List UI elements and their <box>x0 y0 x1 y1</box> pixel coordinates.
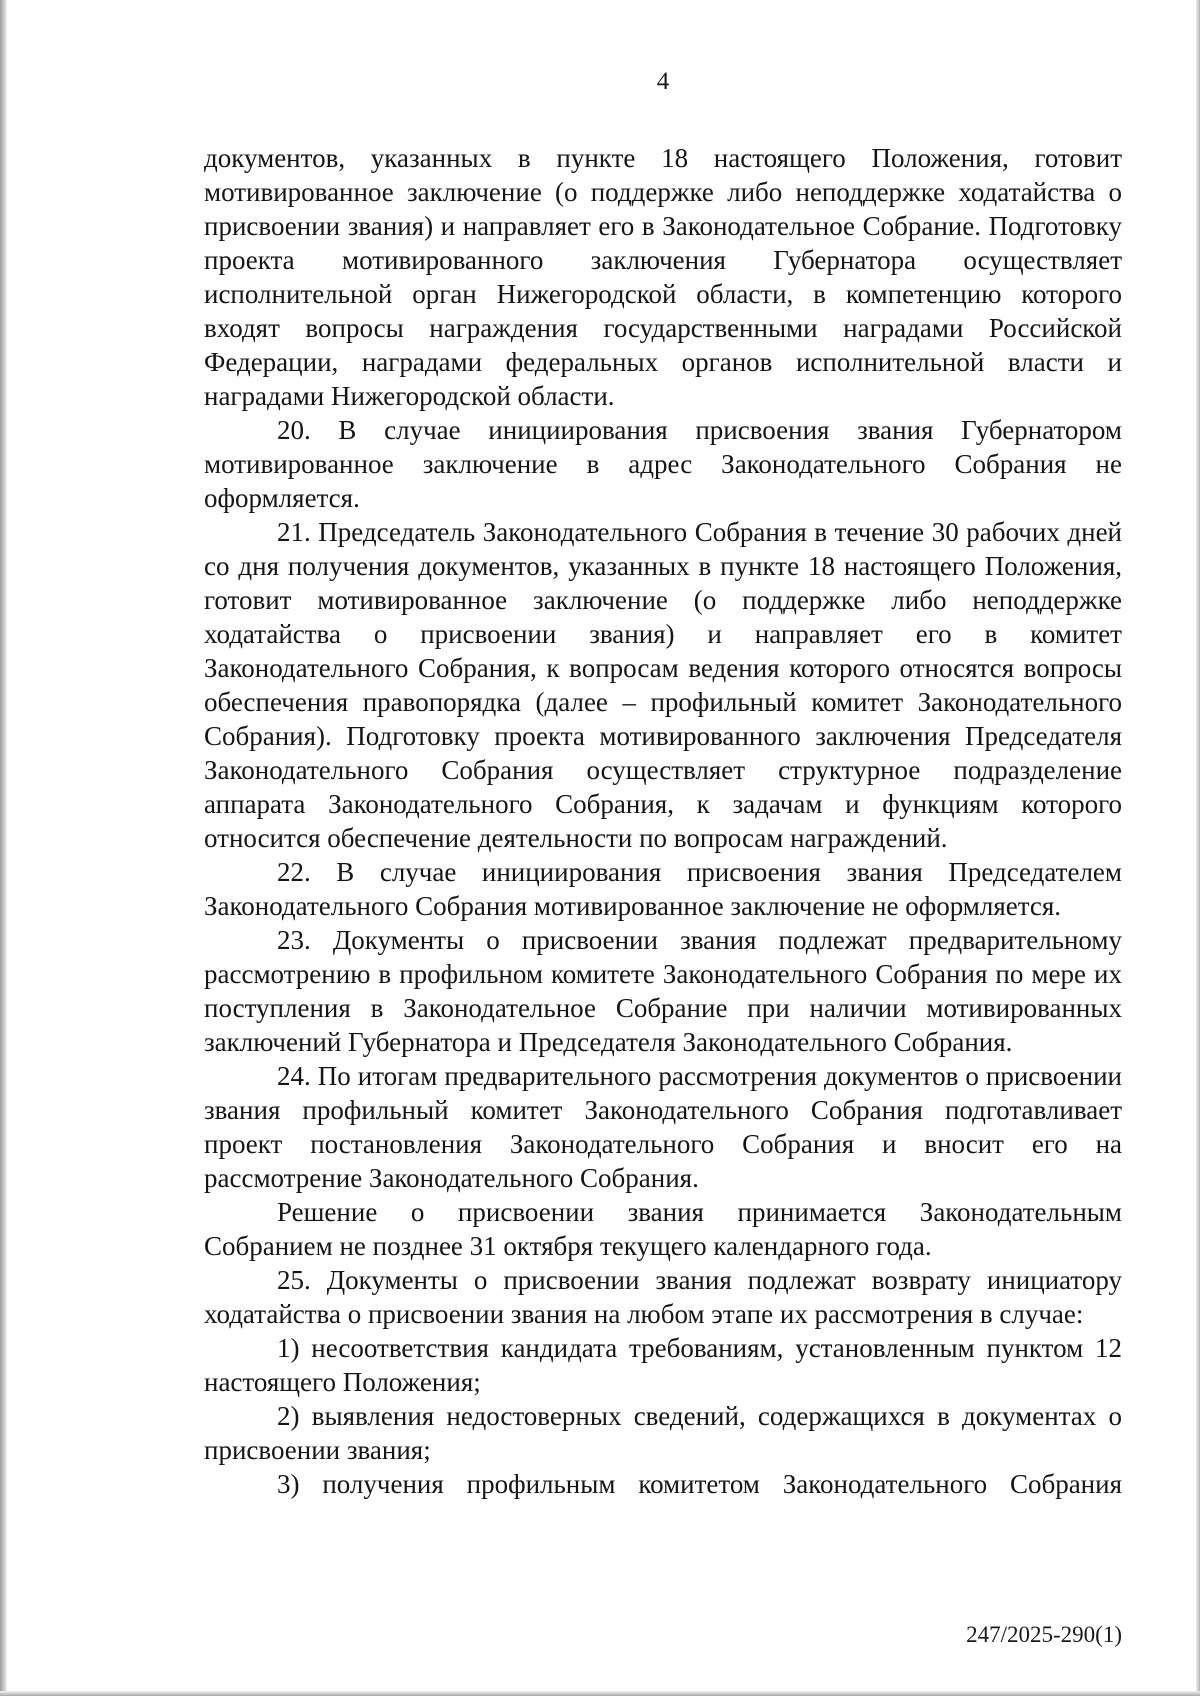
paragraph-24-decision: Решение о присвоении звания принимается Законодательным Собранием не позднее 31 октября текущего календарного года. <box>204 1197 1122 1261</box>
scan-edge-left <box>0 0 7 1696</box>
scan-edge-bottom <box>0 1691 1200 1696</box>
document-code: 247/2025-290(1) <box>966 1622 1122 1647</box>
document-body <box>204 141 1122 1501</box>
paragraph-21: 21. Председатель Законодательного Собрания в течение 30 рабочих дней со дня получения документов, указанных в пункте 18 настоящего Положения, готовит мотивированное заключение (о поддержке либо неподдержке ходатайства о присвоении звания) и направляет его в комитет Законодательного Собрания, к вопросам ведения которого относятся вопросы обеспечения правопорядка (далее – профильный комитет Законодательного Собрания). Подготовку проекта мотивированного заключения Председателя Законодательного Собрания осуществляет структурное подразделение аппарата Законодательного Собрания, к задачам и функциям которого относится обеспечение деятельности по вопросам награждений. <box>204 517 1122 853</box>
paragraph-25: 25. Документы о присвоении звания подлежат возврату инициатору ходатайства о присвоении звания на любом этапе их рассмотрения в случае: <box>204 1265 1122 1329</box>
list-item-3: 3) получения профильным комитетом Законодательного Собрания <box>277 1469 1122 1499</box>
paragraph-23: 23. Документы о присвоении звания подлежат предварительному рассмотрению в профильном комитете Законодательного Собрания по мере их поступления в Законодательное Собрание при наличии мотивированных заключений Губернатора и Председателя Законодательного Собрания. <box>204 925 1122 1057</box>
paragraph-continuation: документов, указанных в пункте 18 настоящего Положения, готовит мотивированное заключение (о поддержке либо неподдержке ходатайства о присвоении звания) и направляет его в Законодательное Собрание. Подготовку проекта мотивированного заключения Губернатора осуществляет исполнительной орган Нижегородской области, в компетенцию которого входят вопросы награждения государственными наградами Российской Федерации, наградами федеральных органов исполнительной власти и наградами Нижегородской области. <box>204 143 1122 411</box>
list-item-2: 2) выявления недостоверных сведений, содержащихся в документах о присвоении звания; <box>204 1401 1122 1465</box>
list-item-1: 1) несоответствия кандидата требованиям, установленным пунктом 12 настоящего Положения; <box>204 1333 1122 1397</box>
paragraph-24: 24. По итогам предварительного рассмотрения документов о присвоении звания профильный комитет Законодательного Собрания подготавливает проект постановления Законодательного Собрания и вносит его на рассмотрение Законодательного Собрания. <box>204 1061 1122 1193</box>
scan-edge-right <box>1196 0 1200 1696</box>
paragraph-20: 20. В случае инициирования присвоения звания Губернатором мотивированное заключение в адрес Законодательного Собрания не оформляется. <box>204 415 1122 513</box>
paragraph-22: 22. В случае инициирования присвоения звания Председателем Законодательного Собрания мотивированное заключение не оформляется. <box>204 857 1122 921</box>
page-number: 4 <box>656 68 670 95</box>
